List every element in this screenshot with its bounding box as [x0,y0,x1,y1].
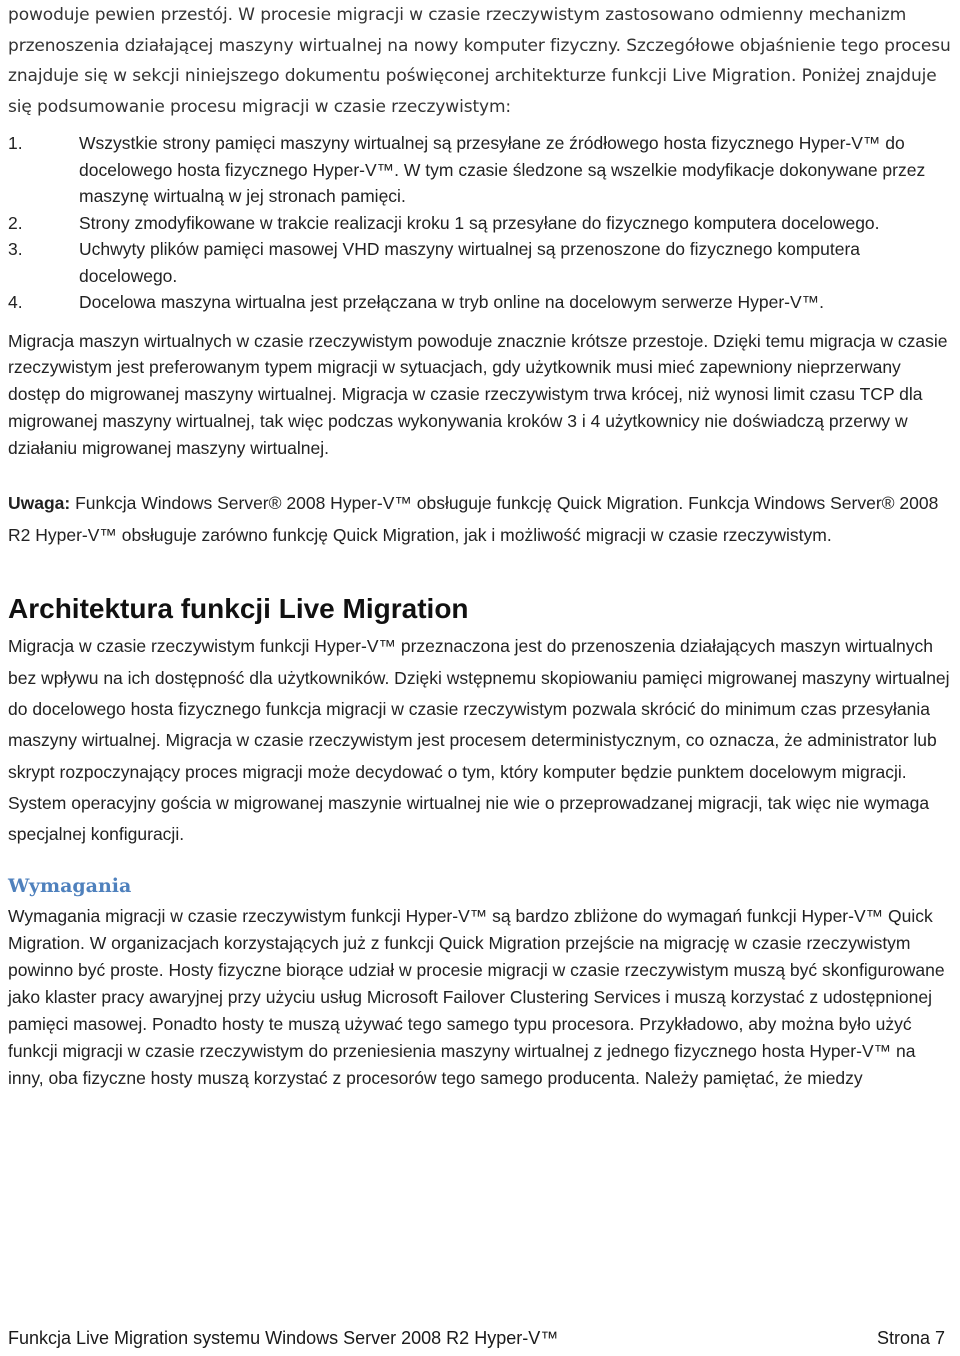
architecture-heading: Architektura funkcji Live Migration [8,593,469,625]
list-item [8,236,952,289]
document-page [8,0,952,1092]
list-item-number: 4. [8,292,23,312]
list-item-number: 1. [8,133,23,153]
footer-title: Funkcja Live Migration systemu Windows Server 2008 R2 Hyper-V™ [8,1328,559,1348]
note-label: Uwaga: [8,493,71,514]
list-item-text: Wszystkie strony pamięci maszyny wirtualnej są przesyłane ze źródłowego hosta fizycznego Hyper-V™ do docelowego hosta fizycznego Hyper-V™. W tym czasie śledzone są wszelkie modyfikacje dokonywane przez maszynę wirtualną w jej stronach pamięci. [79,133,926,206]
note-text: Funkcja Windows Server® 2008 Hyper-V™ obsługuje funkcję Quick Migration. Funkcja Windows Server® 2008 R2 Hyper-V™ obsługuje zarówno funkcję Quick Migration, jak i możliwość migracji w czasie rzeczywistym. [8,493,939,546]
list-item [8,210,952,237]
requirements-heading: Wymagania [8,874,132,897]
requirements-paragraph: Wymagania migracji w czasie rzeczywistym funkcji Hyper-V™ są bardzo zbliżone do wymagań funkcji Hyper-V™ Quick Migration. W organizacjach korzystających już z funkcji Quick Migration przejście na migrację w czasie rzeczywistym powinno być proste. Hosty fizyczne biorące udział w procesie migracji w czasie rzeczywistym muszą być skonfigurowane jako klaster pracy awaryjnej przy użyciu usług Microsoft Failover Clustering Services i muszą korzystać z udostępnionej pamięci masowej. Ponadto hosty te muszą używać tego samego typu procesora. Przykładowo, aby można było użyć funkcji migracji w czasie rzeczywistym do przeniesienia maszyny wirtualnej z jednego fizycznego hosta Hyper-V™ na inny, oba fizyczne hosty muszą korzystać z procesorów tego samego producenta. Należy pamiętać, że miedzy [8,905,945,1088]
note-paragraph [8,487,952,551]
migration-steps-list [8,130,952,316]
list-item-text: Uchwyty plików pamięci masowej VHD maszyny wirtualnej są przenoszone do fizycznego komputera docelowego. [79,239,861,286]
intro-paragraph: powoduje pewien przestój. W procesie migracji w czasie rzeczywistym zastosowano odmienny mechanizm przenoszenia działającej maszyny wirtualnej na nowy komputer fizyczny. Szczegółowe objaśnienie tego procesu znajduje się w sekcji niniejszego dokumentu poświęconej architekturze funkcji Live Migration. Poniżej znajduje się podsumowanie procesu migracji w czasie rzeczywistym: [8,5,951,117]
page-number: Strona 7 [876,1328,945,1348]
migration-benefits-paragraph: Migracja maszyn wirtualnych w czasie rzeczywistym powoduje znacznie krótsze przestoje. Dzięki temu migracja w czasie rzeczywistym jest preferowanym typem migracji w sytuacjach, gdy użytkownik musi mieć zapewniony nieprzerwany dostęp do migrowanej maszyny wirtualnej. Migracja w czasie rzeczywistym trwa krócej, niż wynosi limit czasu TCP dla migrowanej maszyny wirtualnej, tak więc podczas wykonywania kroków 3 i 4 użytkownicy nie doświadczą przerwy w działaniu migrowanej maszyny wirtualnej. [8,330,948,458]
list-item-text: Docelowa maszyna wirtualna jest przełączana w tryb online na docelowym serwerze Hyper-V™. [79,292,825,312]
page-footer [8,1328,945,1349]
list-item-number: 3. [8,239,23,259]
list-item [8,289,952,316]
list-item-text: Strony zmodyfikowane w trakcie realizacji kroku 1 są przesyłane do fizycznego komputera docelowego. [79,212,880,233]
list-item-number: 2. [8,212,23,233]
list-item [8,130,952,210]
architecture-paragraph: Migracja w czasie rzeczywistym funkcji Hyper-V™ przeznaczona jest do przenoszenia działających maszyn wirtualnych bez wpływu na ich dostępność dla użytkowników. Dzięki wstępnemu skopiowaniu pamięci migrowanej maszyny wirtualnej do docelowego hosta fizycznego funkcja migracji w czasie rzeczywistym pozwala skrócić do minimum czas przesyłania maszyny wirtualnej. Migracja w czasie rzeczywistym jest procesem deterministycznym, co oznacza, że administrator lub skrypt rozpoczynający proces migracji może decydować o tym, który komputer będzie punktem docelowym migracji. System operacyjny gościa w migrowanej maszynie wirtualnej nie wie o przeprowadzanej migracji, tak więc nie wymaga specjalnej konfiguracji. [8,636,950,845]
